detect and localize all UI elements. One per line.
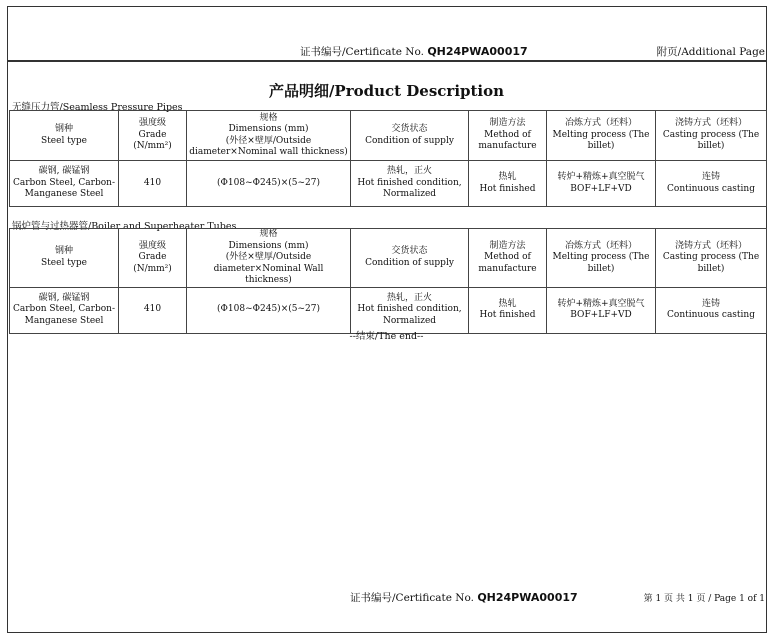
product-table-boiler-tubes xyxy=(9,228,767,334)
header-melting-process: 冶炼方式（坯料） Melting process (The billet) xyxy=(547,111,656,161)
cell-grade: 410 xyxy=(119,161,187,207)
cell-dimensions: (Φ108~Φ245)×(5~27) xyxy=(187,161,351,207)
cell-method-of-manufacture: 热轧 Hot finished xyxy=(469,287,547,333)
footer-certificate-number xyxy=(350,590,578,605)
header-steel-type: 钢种 Steel type xyxy=(10,111,119,161)
header-condition-of-supply: 交货状态 Condition of supply xyxy=(351,229,469,288)
header-cert-no: QH24PWA00017 xyxy=(427,45,528,58)
header-certificate-number xyxy=(300,44,528,59)
cell-condition-of-supply: 热轧，正火 Hot finished condition, Normalized xyxy=(351,161,469,207)
header-grade: 强度级 Grade (N/mm²) xyxy=(119,229,187,288)
header-casting-process: 浇铸方式（坯料） Casting process (The billet) xyxy=(656,229,767,288)
product-table-seamless-pipes xyxy=(9,110,767,207)
header-cert-label: 证书编号/Certificate No. xyxy=(300,46,424,58)
cell-steel-type: 碳钢, 碳锰钢 Carbon Steel, Carbon- Manganese Steel xyxy=(10,287,119,333)
header-method-of-manufacture: 制造方法 Method of manufacture xyxy=(469,229,547,288)
header-condition-of-supply: 交货状态 Condition of supply xyxy=(351,111,469,161)
section-title-boiler-tubes: 锅炉管与过热器管/Boiler and Superheater Tubes xyxy=(12,221,237,232)
header-dimensions: 规格 Dimensions (mm) (外径×壁厚/Outside diameter×Nominal Wall thickness) xyxy=(187,229,351,288)
table-header-row xyxy=(10,229,767,288)
table-row xyxy=(10,287,767,333)
cell-dimensions: (Φ108~Φ245)×(5~27) xyxy=(187,287,351,333)
header-melting-process: 冶炼方式（坯料） Melting process (The billet) xyxy=(547,229,656,288)
header-method-of-manufacture: 制造方法 Method of manufacture xyxy=(469,111,547,161)
footer-cert-no: QH24PWA00017 xyxy=(477,591,578,604)
cell-melting-process: 转炉+精炼+真空脱气 BOF+LF+VD xyxy=(547,161,656,207)
table-header-row xyxy=(10,111,767,161)
cell-casting-process: 连铸 Continuous casting xyxy=(656,161,767,207)
footer-cert-label: 证书编号/Certificate No. xyxy=(350,592,474,604)
page-border-bottom xyxy=(7,632,767,633)
document-title: 产品明细/Product Description xyxy=(268,82,505,100)
cell-steel-type: 碳钢, 碳锰钢 Carbon Steel, Carbon- Manganese Steel xyxy=(10,161,119,207)
table-row xyxy=(10,161,767,207)
header-grade: 强度级 Grade (N/mm²) xyxy=(119,111,187,161)
header-casting-process: 浇铸方式（坯料） Casting process (The billet) xyxy=(656,111,767,161)
header-dimensions: 规格 Dimensions (mm) (外径×壁厚/Outside diameter×Nominal wall thickness) xyxy=(187,111,351,161)
page-border-top xyxy=(7,6,766,7)
section-title-seamless-pipes: 无缝压力管/Seamless Pressure Pipes xyxy=(12,102,183,113)
cell-grade: 410 xyxy=(119,287,187,333)
cell-condition-of-supply: 热轧，正火 Hot finished condition, Normalized xyxy=(351,287,469,333)
cell-melting-process: 转炉+精炼+真空脱气 BOF+LF+VD xyxy=(547,287,656,333)
cell-method-of-manufacture: 热轧 Hot finished xyxy=(469,161,547,207)
footer-page-number: 第 1 页 共 1 页 / Page 1 of 1 xyxy=(643,594,765,604)
header-rule xyxy=(8,60,766,62)
cell-casting-process: 连铸 Continuous casting xyxy=(656,287,767,333)
header-steel-type: 钢种 Steel type xyxy=(10,229,119,288)
end-marker: --结束/The end-- xyxy=(349,331,424,342)
header-additional-page: 附页/Additional Page xyxy=(656,46,765,58)
